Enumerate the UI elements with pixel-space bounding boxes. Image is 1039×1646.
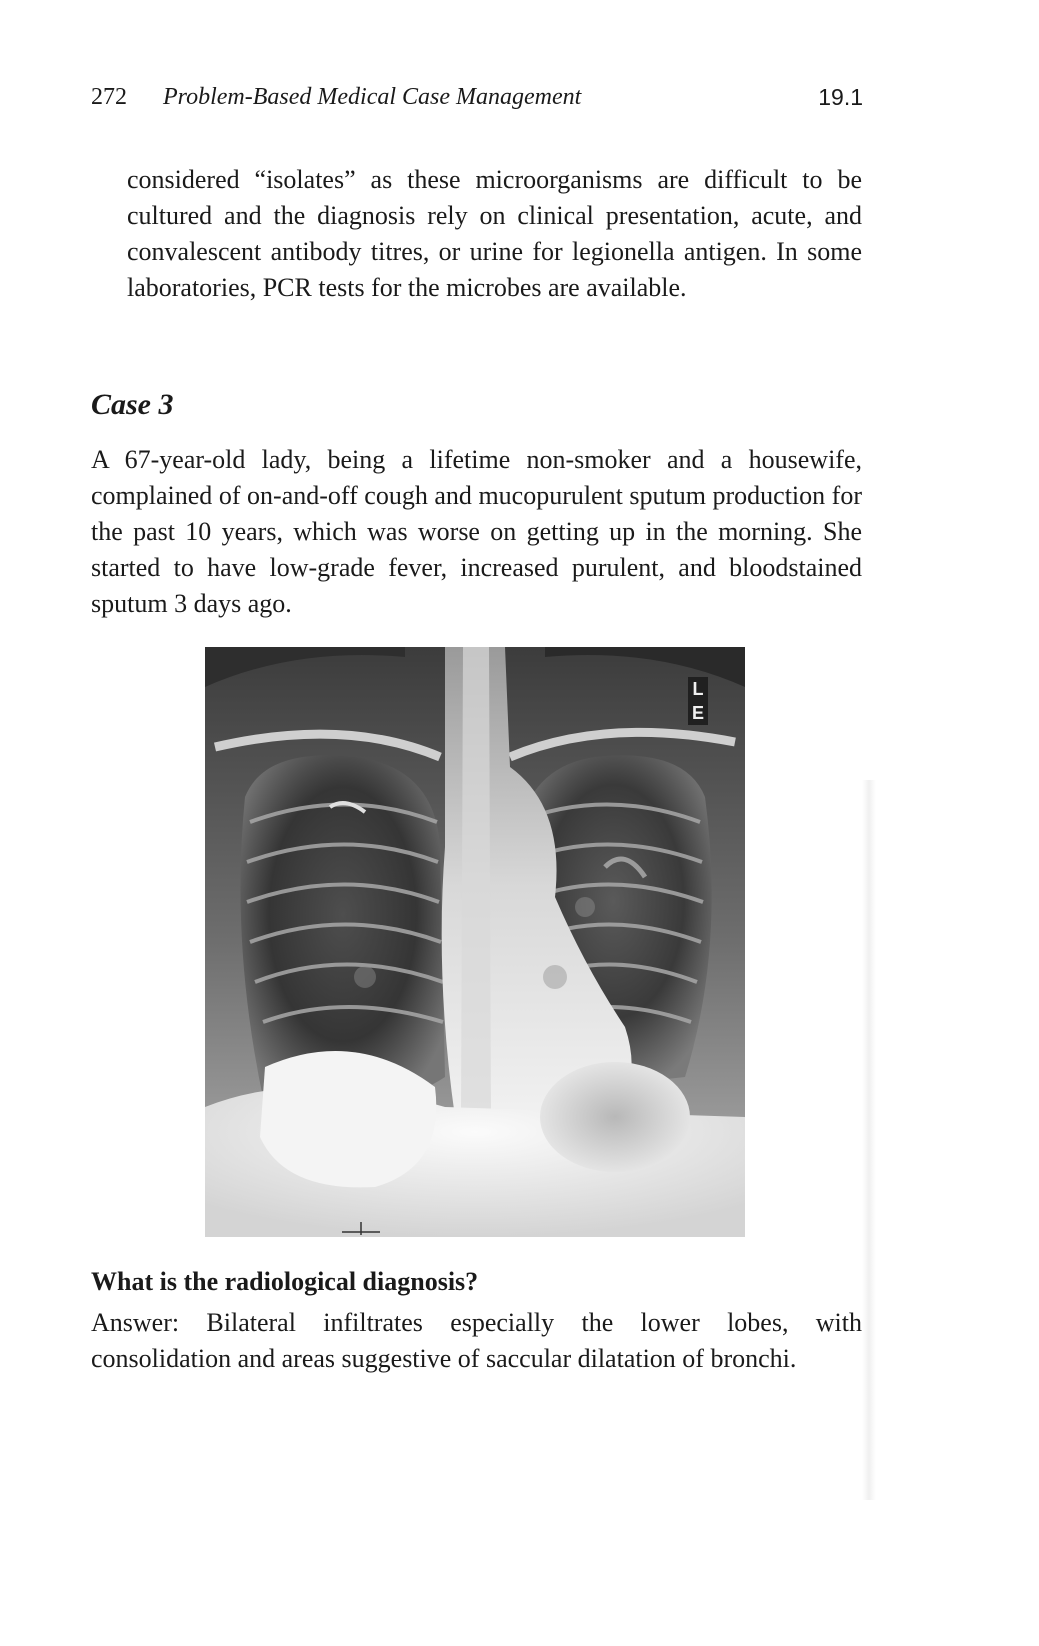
continuation-paragraph: considered “isolates” as these microorganisms are difficult to be cultured and the diagnosis rely on clinical presentation, acute, and convalescent antibody titres, or urine for legionella antigen. In some laboratories, PCR tests for the microbes are available. bbox=[127, 165, 862, 302]
question-heading: What is the radiological diagnosis? bbox=[91, 1267, 479, 1296]
scan-edge-artifact bbox=[862, 780, 876, 1500]
film-marker-bottom: E bbox=[691, 703, 705, 723]
case-heading: Case 3 bbox=[91, 388, 174, 421]
film-marker-top: L bbox=[692, 679, 704, 699]
answer-text: Answer: Bilateral infiltrates especially the lower lobes, with consolidation and areas suggestive of saccular dilatation of bronchi. bbox=[91, 1308, 862, 1373]
section-number: 19.1 bbox=[818, 84, 863, 110]
page-number: 272 bbox=[91, 84, 127, 110]
page-header bbox=[91, 84, 863, 120]
case-description: A 67-year-old lady, being a lifetime non-smoker and a housewife, complained of on-and-off cough and mucopurulent sputum production for the past 10 years, which was worse on getting up in the morning. She started to have low-grade fever, increased purulent, and bloodstained sputum 3 days ago. bbox=[91, 445, 862, 618]
running-title: Problem-Based Medical Case Management bbox=[163, 84, 582, 110]
chest-xray-image bbox=[205, 647, 745, 1237]
